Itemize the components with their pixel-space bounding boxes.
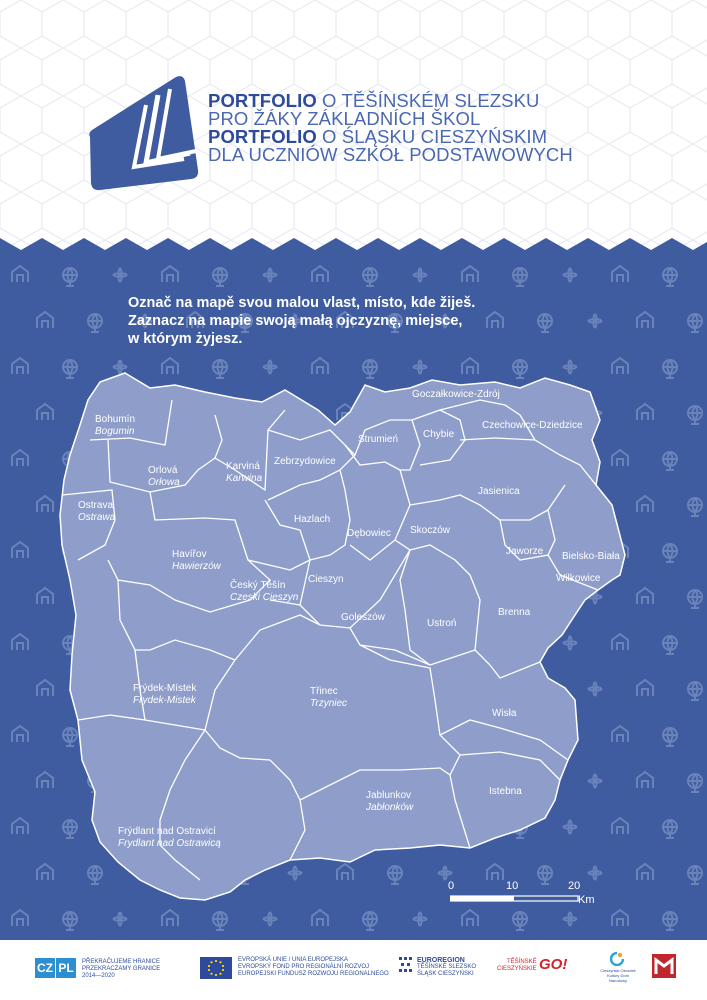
label-cz: Ostrava [78,500,114,511]
eu-text-2: EVROPSKÝ FOND PRO REGIONÁLNÍ ROZVOJ [238,964,370,970]
label-bohumin [95,414,135,438]
centrum-logo-icon [652,954,676,978]
label-cz: Frýdlant nad Ostravicí [118,826,216,837]
label-pl: Hawierzów [172,561,221,572]
euroregion-text-2: TĚŠÍNSKÉ SLEZSKO [417,964,477,970]
go-logo: GO! [539,956,568,973]
eu-flag-icon [200,957,232,979]
instruction-pl-2: w którym żyjesz. [128,331,243,347]
label-cz: Istebna [489,786,522,797]
czpl-logo: CZ PL [35,958,77,978]
scale-bar [448,880,598,910]
label-wisla [492,708,516,720]
title-line-4: DLA UCZNIÓW SZKÓŁ PODSTAWOWYCH [208,144,573,165]
label-pl: Frydlant nad Ostrawicą [118,838,221,849]
label-cz: Ustroń [427,618,457,629]
label-cz: Dębowiec [347,528,391,539]
title-cz-rest: O TĚŠÍNSKÉM SLEZSKU [316,90,540,111]
label-skoczow [410,525,450,537]
scale-unit: Km [578,894,595,906]
label-cz: Skoczów [410,525,451,536]
label-cz: Wisła [492,708,517,719]
go-text [497,959,537,973]
label-bielsko [562,551,620,563]
label-cz: Jablunkov [366,790,412,801]
header [0,0,707,255]
label-ostrava [78,500,115,524]
label-strumien [358,434,398,446]
eu-text-1: EVROPSKÁ UNIE / UNIA EUROPEJSKA [238,957,349,963]
label-brenna [498,607,530,619]
title-line-2: PRO ŽÁKY ZÁKLADNÍCH ŠKOL [208,108,481,129]
label-cz: Frýdek-Místek [133,683,197,694]
eu-text [238,957,389,978]
label-pl: Ostrawa [78,512,116,523]
label-pl: Trzyniec [310,698,348,709]
label-pl: Orłowa [148,477,180,488]
czpl-text-1: PŘEKRAČUJEME HRANICE [82,959,161,965]
title-pl-bold: PORTFOLIO [208,126,317,147]
instruction-pl-1: Zaznacz na mapie swoją małą ojczyznę, miejsce, [128,313,463,329]
euroregion-text-1: EUROREGION [417,957,465,964]
label-hazlach [294,514,330,526]
label-jasienica [478,486,520,498]
label-cz: Goleszów [341,612,385,623]
label-orlova [148,465,180,489]
scale-tick-0: 0 [448,880,455,892]
euroregion-text [417,957,476,978]
label-debowiec [347,528,391,540]
portfolio-logo-icon [88,75,208,193]
eu-text-3: EUROPEJSKI FUNDUSZ ROZWOJU REGIONALNEGO [238,971,389,977]
label-czechowice [482,420,583,432]
label-cz: Zebrzydowice [274,456,336,467]
label-cz: Hazlach [294,514,331,525]
label-cz: Bohumín [95,414,136,425]
label-pl: Frydek-Mistek [133,695,196,706]
region-map[interactable] [0,250,707,940]
label-karvina [226,461,262,485]
scale-bar-graphic [450,894,582,904]
label-frydlant [118,826,221,850]
label-pl: Czeski Cieszyn [230,592,299,603]
czpl-text [82,959,160,980]
czpl-text-2: PRZEKRACZAMY GRANICE [82,966,161,972]
label-ustron [427,618,456,630]
title-pl-rest: O ŚLĄSKU CIESZYŃSKIM [316,126,548,147]
kultura-icon [610,952,624,966]
label-cz: Orlová [148,465,178,476]
label-cz: Czechowice-Dziedzice [482,420,583,431]
label-cz: Havířov [172,549,207,560]
label-pl: Karwina [226,473,263,484]
label-havirov [172,549,221,573]
euroregion-text-3: ŚLĄSK CIESZYŃSKI [417,971,474,977]
go-text-2: CIESZYŃSKIE [497,966,537,972]
label-goczalkowice [412,389,500,401]
footer [0,940,707,1000]
scale-tick-20: 20 [568,880,581,892]
title-block [208,92,688,164]
kultura-text: Cieszyński Ośrodek Kultury Dom Narodowy [600,968,636,983]
title-cz-bold: PORTFOLIO [208,90,317,111]
label-zebrzydowice [274,456,336,468]
label-cz: Goczałkowice-Zdrój [412,389,500,400]
label-cz: Wilkowice [556,573,601,584]
label-cz: Brenna [498,607,531,618]
label-cieszyn [308,574,344,586]
label-cz: Strumień [358,434,399,445]
label-cz: Karviná [226,461,260,472]
label-cz: Bielsko-Biała [562,551,620,562]
label-frydek [133,683,196,707]
euroregion-icon [398,955,414,979]
region-outline [60,373,625,900]
czpl-text-3: 2014—2020 [82,973,115,979]
label-cz: Cieszyn [308,574,344,585]
label-jaworze [506,546,543,558]
label-cz: Jaworze [506,546,544,557]
label-cesky-tesin [230,580,298,604]
label-istebna [489,786,522,798]
label-pl: Jabłonków [366,802,414,813]
label-cz: Český Těšín [230,580,286,591]
label-jablunkov [366,790,413,814]
label-wilkowice [556,573,600,585]
scale-tick-10: 10 [506,880,519,892]
label-cz: Třinec [310,686,338,697]
label-chybie [423,429,454,441]
label-goleszow [341,612,385,624]
label-trinec [310,686,347,710]
label-pl: Bogumin [95,426,135,437]
label-cz: Jasienica [478,486,520,497]
label-cz: Chybie [423,429,455,440]
go-text-1: TĚŠÍNSKÉ [507,959,537,965]
instruction-cz: Označ na mapě svou malou vlast, místo, kde žiješ. [128,295,476,311]
